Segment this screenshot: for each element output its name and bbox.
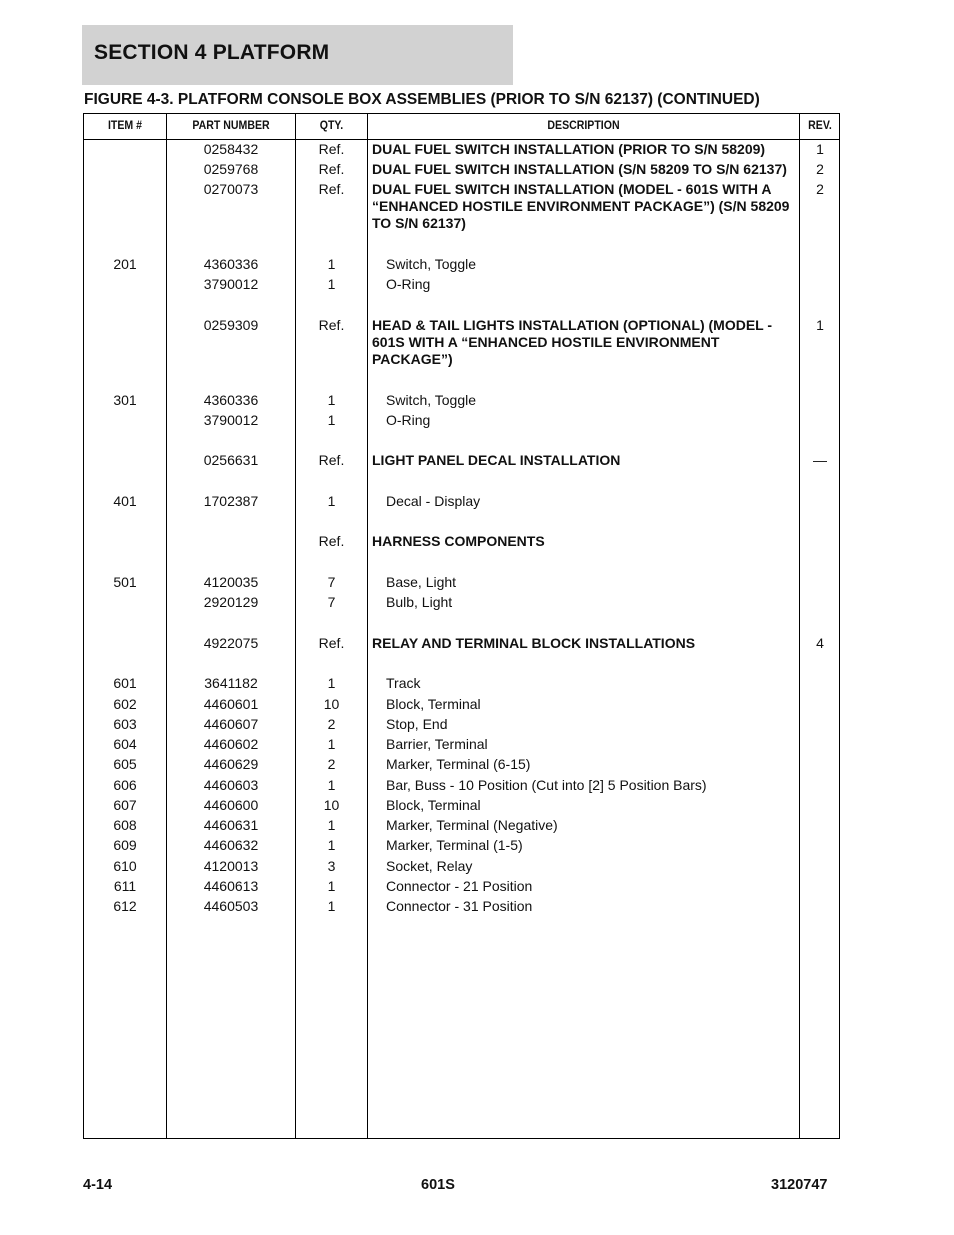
part-number-cell: 4922075 (203, 635, 259, 651)
part-number-cell: 4120035 (203, 574, 259, 590)
item-number-cell: 605 (113, 756, 137, 772)
item-number-cell: 609 (113, 837, 137, 853)
item-number-cell: 601 (113, 675, 137, 691)
qty-cell: 10 (323, 696, 340, 712)
part-number-cell: 4460503 (203, 898, 259, 914)
description-cell: Connector - 31 Position (386, 898, 533, 914)
part-number-cell: 2920129 (203, 594, 259, 610)
header-qty: QTY. (319, 118, 344, 132)
part-number-cell: 4460631 (203, 817, 259, 833)
qty-cell: 7 (327, 594, 336, 610)
part-number-cell: 4460600 (203, 797, 259, 813)
section-banner (82, 25, 513, 85)
rev-cell: 4 (816, 635, 824, 651)
description-cell: LIGHT PANEL DECAL INSTALLATION (372, 452, 621, 468)
description-cell: Socket, Relay (386, 858, 473, 874)
qty-cell: Ref. (318, 452, 345, 468)
item-number-cell: 611 (113, 878, 137, 894)
description-cell: Bar, Buss - 10 Position (Cut into [2] 5 Position Bars) (386, 777, 707, 793)
item-number-cell: 401 (113, 493, 137, 509)
description-cell: Marker, Terminal (6-15) (386, 756, 531, 772)
document-number: 3120747 (771, 1177, 828, 1193)
header-item: ITEM # (107, 118, 143, 132)
part-number-cell: 4120013 (203, 858, 259, 874)
qty-cell: 1 (327, 493, 336, 509)
part-number-cell: 1702387 (203, 493, 259, 509)
description-cell: Barrier, Terminal (386, 736, 488, 752)
header-rev: REV. (808, 118, 832, 132)
description-cell: Bulb, Light (386, 594, 453, 610)
item-number-cell: 602 (113, 696, 137, 712)
part-number-cell: 4460632 (203, 837, 259, 853)
part-number-cell: 4460601 (203, 696, 259, 712)
description-cell: Decal - Display (386, 493, 481, 509)
qty-cell: Ref. (318, 141, 345, 157)
qty-cell: 7 (327, 574, 336, 590)
qty-cell: Ref. (318, 317, 345, 333)
description-cell: Track (386, 675, 421, 691)
description-cell: DUAL FUEL SWITCH INSTALLATION (PRIOR TO S/N 58209) (372, 141, 766, 157)
qty-cell: Ref. (318, 181, 345, 197)
description-cell: DUAL FUEL SWITCH INSTALLATION (S/N 58209 TO S/N 62137) (372, 161, 787, 177)
qty-cell: Ref. (318, 533, 345, 549)
description-cell: Marker, Terminal (1-5) (386, 837, 523, 853)
item-number-cell: 604 (113, 736, 137, 752)
qty-cell: 1 (327, 675, 336, 691)
description-cell: Connector - 21 Position (386, 878, 533, 894)
qty-cell: 1 (327, 817, 336, 833)
qty-cell: 10 (323, 797, 340, 813)
description-cell: Block, Terminal (386, 696, 481, 712)
rev-cell: 1 (816, 141, 824, 157)
part-number-cell: 0259768 (203, 161, 259, 177)
description-cell: Block, Terminal (386, 797, 481, 813)
part-number-cell: 3790012 (203, 412, 259, 428)
description-cell: RELAY AND TERMINAL BLOCK INSTALLATIONS (372, 635, 696, 651)
part-number-cell: 0256631 (203, 452, 259, 468)
description-cell: Switch, Toggle (386, 256, 477, 272)
part-number-cell: 4460613 (203, 878, 259, 894)
part-number-cell: 3790012 (203, 276, 259, 292)
description-cell: Stop, End (386, 716, 448, 732)
page-number: 4-14 (83, 1177, 113, 1193)
qty-cell: 1 (327, 898, 336, 914)
item-number-cell: 607 (113, 797, 137, 813)
qty-cell: 1 (327, 412, 336, 428)
rev-cell: 2 (816, 161, 824, 177)
item-number-cell: 603 (113, 716, 137, 732)
header-divider (84, 139, 839, 140)
item-number-cell: 610 (113, 858, 137, 874)
part-number-cell: 0270073 (203, 181, 259, 197)
qty-cell: 1 (327, 736, 336, 752)
item-number-cell: 612 (113, 898, 137, 914)
rev-cell: 2 (816, 181, 824, 197)
qty-cell: 1 (327, 276, 336, 292)
description-cell: Switch, Toggle (386, 392, 477, 408)
description-cell: DUAL FUEL SWITCH INSTALLATION (MODEL - 601S WITH A “ENHANCED HOSTILE ENVIRONMENT PACKAGE”) (S/N 58209 TO S/N 62137) (372, 181, 790, 231)
item-number-cell: 608 (113, 817, 137, 833)
part-number-cell: 4460629 (203, 756, 259, 772)
item-number-cell: 301 (113, 392, 137, 408)
part-number-cell: 4460607 (203, 716, 259, 732)
model-name: 601S (421, 1177, 455, 1193)
item-number-cell: 606 (113, 777, 137, 793)
qty-cell: 2 (327, 756, 336, 772)
item-number-cell: 201 (113, 256, 137, 272)
qty-cell: 3 (327, 858, 336, 874)
rev-cell: — (813, 452, 827, 468)
qty-cell: Ref. (318, 161, 345, 177)
parts-table (83, 113, 840, 1139)
part-number-cell: 4460602 (203, 736, 259, 752)
part-number-cell: 4360336 (203, 256, 259, 272)
rev-cell: 1 (816, 317, 824, 333)
header-part-number: PART NUMBER (192, 118, 270, 132)
part-number-cell: 4360336 (203, 392, 259, 408)
description-cell: O-Ring (386, 276, 431, 292)
item-number-cell: 501 (113, 574, 137, 590)
header-description: DESCRIPTION (547, 118, 620, 132)
section-title: SECTION 4 PLATFORM (94, 41, 330, 64)
qty-cell: 1 (327, 256, 336, 272)
qty-cell: 1 (327, 837, 336, 853)
qty-cell: 1 (327, 392, 336, 408)
qty-cell: 1 (327, 777, 336, 793)
qty-cell: 2 (327, 716, 336, 732)
qty-cell: 1 (327, 878, 336, 894)
part-number-cell: 3641182 (204, 675, 258, 691)
description-cell: O-Ring (386, 412, 431, 428)
description-cell: HARNESS COMPONENTS (372, 533, 545, 549)
part-number-cell: 4460603 (203, 777, 259, 793)
qty-cell: Ref. (318, 635, 345, 651)
figure-title: FIGURE 4-3. PLATFORM CONSOLE BOX ASSEMBLIES (PRIOR TO S/N 62137) (CONTINUED) (84, 91, 760, 108)
part-number-cell: 0259309 (203, 317, 259, 333)
description-cell: Base, Light (386, 574, 457, 590)
description-cell: Marker, Terminal (Negative) (386, 817, 558, 833)
description-cell: HEAD & TAIL LIGHTS INSTALLATION (OPTIONAL) (MODEL - 601S WITH A “ENHANCED HOSTILE ENVIRONMENT PACKAGE”) (372, 317, 773, 367)
column-divider (367, 114, 368, 1138)
part-number-cell: 0258432 (203, 141, 259, 157)
